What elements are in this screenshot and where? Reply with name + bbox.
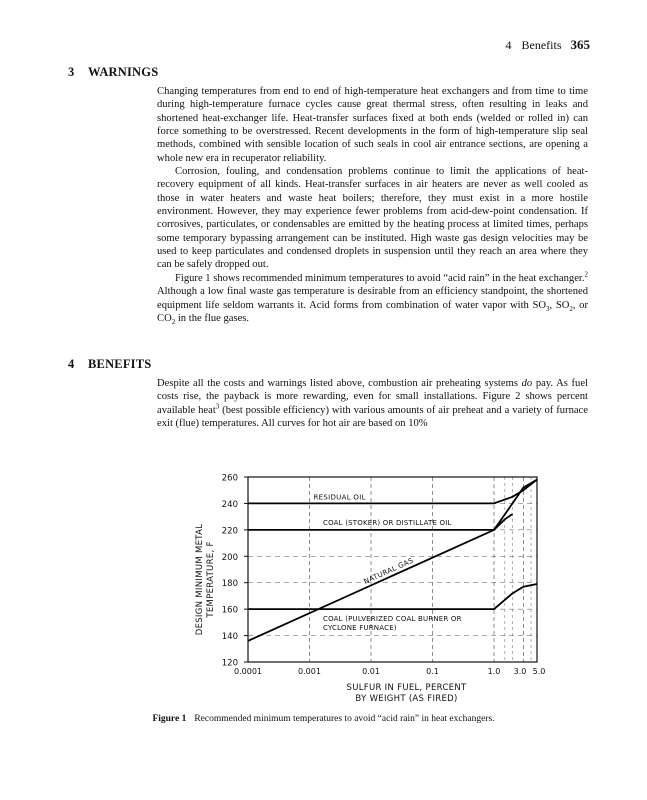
- y-axis-label: TEMPERATURE, F: [206, 541, 216, 618]
- section-3-title: WARNINGS: [88, 65, 159, 79]
- y-tick-label: 120: [221, 658, 238, 669]
- x-tick-label: 5.0: [532, 667, 546, 676]
- series-label: COAL (STOKER) OR DISTILLATE OIL: [323, 518, 452, 527]
- series-label: NATURAL GAS: [362, 556, 415, 586]
- header-section-title: Benefits: [521, 38, 562, 52]
- reference-marker: 3: [215, 402, 220, 411]
- y-tick-label: 220: [221, 526, 238, 537]
- section-3-body: [157, 85, 588, 325]
- y-tick-label: 200: [221, 552, 238, 563]
- series-line: [248, 584, 537, 609]
- paragraph: Corrosion, fouling, and condensation problems continue to limit the applications of heat-recovery equipment of all kinds. Heat-transfer surfaces in air heaters are never as well cooled as those in water heaters and waste heat boilers; therefore, they must exist in a more hostile environment. However, they may experience fewer problems from acid-dew-point condensation. If corrosives, particulates, or condensables are emitted by the heating process at limited times, perhaps some temporary bypassing arrangement can be instituted. High waste gas design velocities may be used to keep particulates and condensed droplets in suspension until they reach an area where they can be safely dropped out.: [157, 166, 588, 271]
- caption-text: Recommended minimum temperatures to avoid “acid rain” in heat exchangers.: [194, 714, 495, 724]
- series-line: [248, 480, 537, 504]
- caption-label: Figure 1: [152, 714, 187, 724]
- y-tick-label: 140: [221, 632, 238, 643]
- reference-marker: 2: [584, 270, 588, 279]
- series-label: RESIDUAL OIL: [313, 493, 366, 502]
- y-axis-label: DESIGN MINIMUM METAL: [195, 523, 205, 636]
- x-axis-label: SULFUR IN FUEL, PERCENT: [346, 683, 467, 693]
- y-tick-label: 240: [221, 499, 238, 510]
- y-tick-label: 180: [221, 579, 238, 590]
- x-tick-label: 0.0001: [234, 667, 262, 676]
- header-section-number: 4: [505, 38, 512, 52]
- chart-svg: [180, 468, 560, 706]
- x-tick-label: 3.0: [513, 667, 527, 676]
- paragraph: Changing temperatures from end to end of high-temperature heat exchangers and from time to time during high-temperature furnace cycles cause great thermal stress, often resulting in leaks and shortened heat-exchanger life. Heat-transfer surfaces fixed at both ends (welded or rolled in) can force something to be overstressed. Recent developments in the form of high-temperature slip seal methods, combined with sensible location of such seals in cool air entrance sections, are opening a whole new era in recuperator reliability.: [157, 86, 588, 164]
- figure-1-chart: [180, 468, 560, 711]
- x-tick-label: 0.1: [426, 667, 439, 676]
- section-4-number: 4: [68, 357, 75, 371]
- section-3-heading: [68, 65, 158, 80]
- series-label: CYCLONE FURNACE): [323, 624, 397, 633]
- section-3-number: 3: [68, 65, 75, 79]
- running-header: [506, 37, 591, 53]
- page-number: 365: [570, 37, 590, 52]
- x-tick-label: 0.001: [298, 667, 321, 676]
- paragraph: Despite all the costs and warnings listed above, combustion air preheating systems do pay. As fuel costs rise, the payback is more rewarding, even for small installations. Figure 2 shows percent available heat$^3$ (best possible efficiency) with various amounts of air preheat and a variety of furnace exit (flue) temperatures. All curves for hot air are based on 10%: [157, 378, 589, 430]
- figure-caption: [0, 714, 647, 724]
- section-4-title: BENEFITS: [88, 357, 152, 371]
- x-tick-label: 0.01: [362, 667, 380, 676]
- x-axis-label: BY WEIGHT (AS FIRED): [355, 694, 458, 704]
- paragraph: Figure 1 shows recommended minimum temperatures to avoid “acid rain” in the heat exchanger.$^2$ Although a low final waste gas temperature is desirable from an efficiency standpoint, the shortened equipment life seldom warrants it. Acid forms from combination of water vapor with $SO_3$, $SO_2$, or $CO_2$ in the flue gases.: [157, 270, 588, 326]
- section-4-body: [157, 377, 588, 430]
- series-label: COAL (PULVERIZED COAL BURNER OR: [323, 615, 462, 624]
- x-tick-label: 1.0: [487, 667, 501, 676]
- y-tick-label: 160: [221, 605, 238, 616]
- section-4-heading: [68, 357, 151, 372]
- y-tick-label: 260: [221, 473, 238, 484]
